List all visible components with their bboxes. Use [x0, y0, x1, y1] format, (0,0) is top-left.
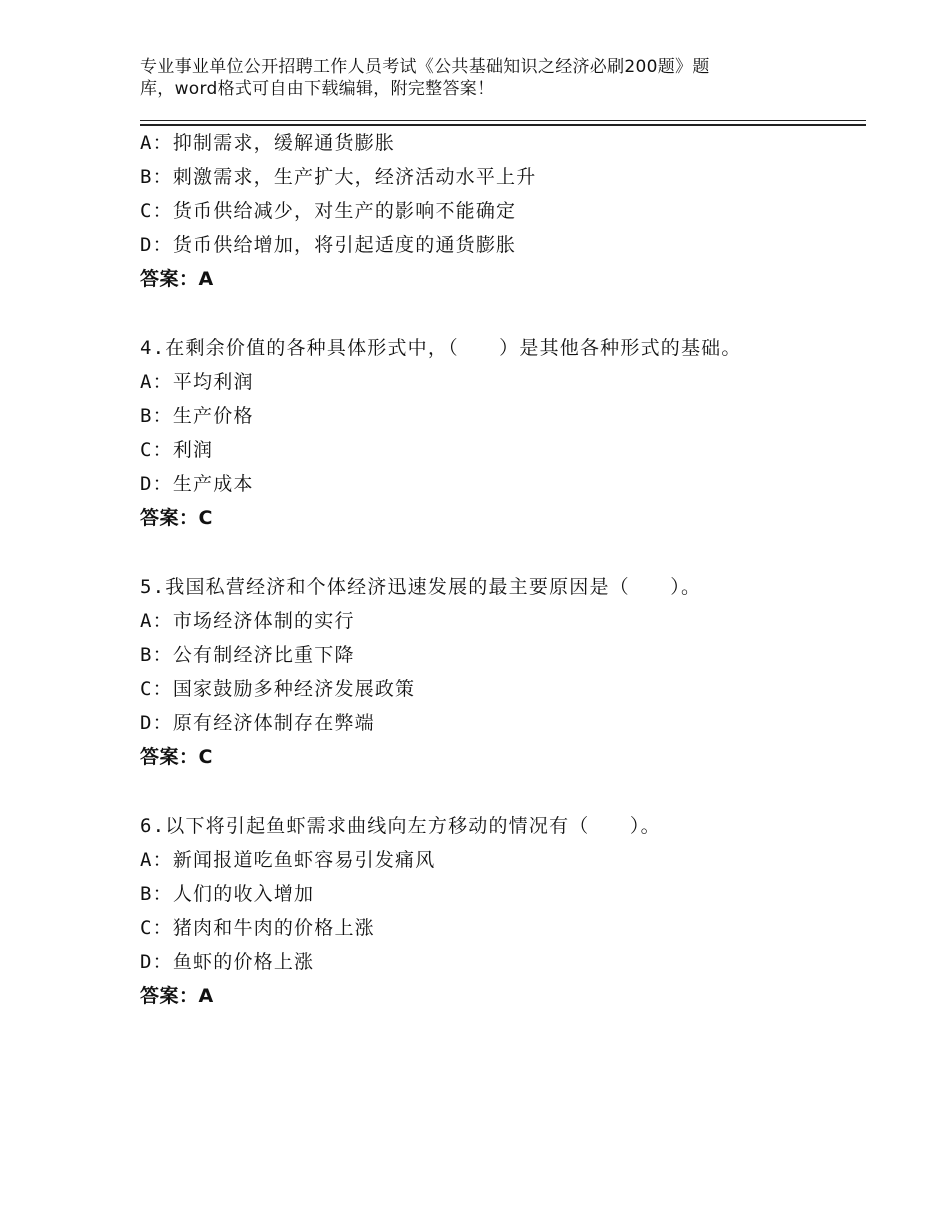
q4-option-d: D：生产成本 [140, 473, 254, 495]
q5-answer: 答案：C [140, 746, 213, 768]
q3-answer: 答案：A [140, 268, 214, 290]
q3-option-b: B：刺激需求，生产扩大，经济活动水平上升 [140, 166, 537, 188]
q6-stem: 6.以下将引起鱼虾需求曲线向左方移动的情况有（ ）。 [140, 815, 661, 837]
q3-option-d: D：货币供给增加，将引起适度的通货膨胀 [140, 234, 517, 256]
header-divider-thick [140, 124, 866, 126]
q6-option-c: C：猪肉和牛肉的价格上涨 [140, 917, 375, 939]
q3-option-c: C：货币供给减少，对生产的影响不能确定 [140, 200, 517, 222]
q4-option-c: C：利润 [140, 439, 214, 461]
q5-stem: 5.我国私营经济和个体经济迅速发展的最主要原因是（ ）。 [140, 576, 702, 598]
q5-option-c: C：国家鼓励多种经济发展政策 [140, 678, 416, 700]
q5-option-d: D：原有经济体制存在弊端 [140, 712, 375, 734]
q6-answer: 答案：A [140, 985, 214, 1007]
q6-option-a: A：新闻报道吃鱼虾容易引发痛风 [140, 849, 436, 871]
header-title-line-2: 库，word格式可自由下载编辑，附完整答案！ [140, 79, 495, 99]
header-title-line-1: 专业事业单位公开招聘工作人员考试《公共基础知识之经济必刷200题》题 [140, 57, 710, 77]
q4-option-b: B：生产价格 [140, 405, 254, 427]
q6-option-b: B：人们的收入增加 [140, 883, 315, 905]
q4-stem: 4.在剩余价值的各种具体形式中，（ ）是其他各种形式的基础。 [140, 337, 742, 359]
q5-option-a: A：市场经济体制的实行 [140, 610, 355, 632]
header-divider-thin [140, 120, 866, 121]
q3-option-a: A：抑制需求，缓解通货膨胀 [140, 132, 396, 154]
q5-option-b: B：公有制经济比重下降 [140, 644, 355, 666]
q6-option-d: D：鱼虾的价格上涨 [140, 951, 315, 973]
document-header [140, 56, 780, 100]
q4-answer: 答案：C [140, 507, 213, 529]
q4-option-a: A：平均利润 [140, 371, 254, 393]
